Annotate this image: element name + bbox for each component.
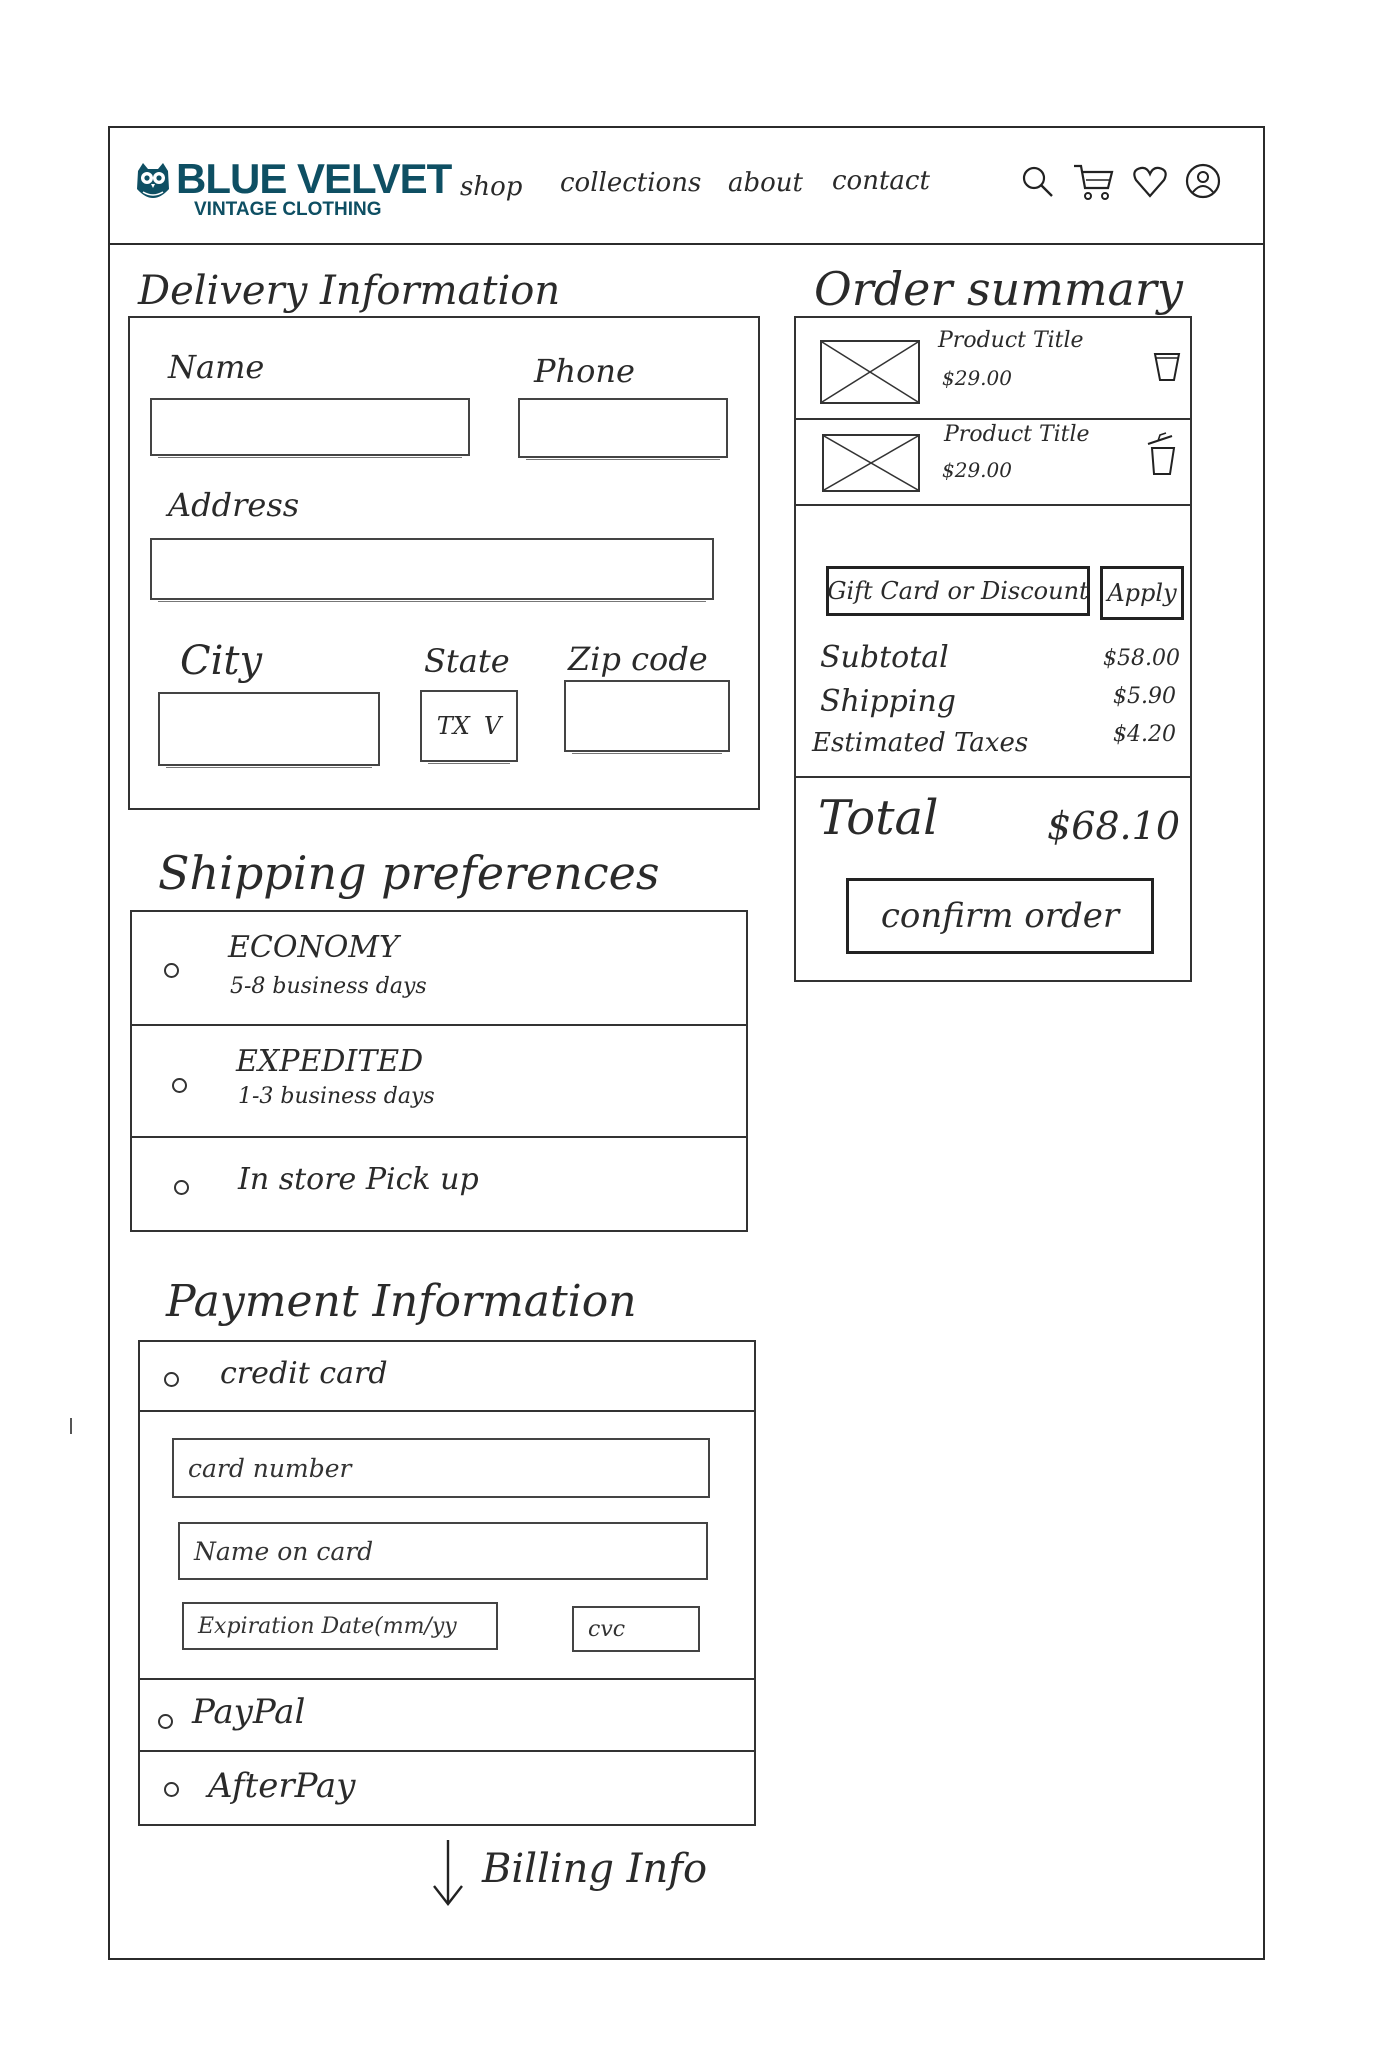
product-title: Product Title [944,422,1090,447]
trash-icon[interactable] [1152,348,1182,382]
name-label: Name [168,348,265,386]
option-title: In store Pick up [238,1162,479,1197]
state-label: State [424,642,510,680]
chevron-down-icon: V [483,712,502,740]
brand-logo[interactable] [134,155,452,223]
shipping-label: Shipping [820,684,956,719]
option-title: EXPEDITED [236,1044,424,1079]
product-image[interactable] [822,434,920,492]
account-icon[interactable] [1184,162,1222,200]
state-select[interactable] [420,690,518,762]
payment-option-paypal[interactable] [140,1680,754,1752]
shipping-option-expedited[interactable] [132,1026,746,1138]
option-detail: 1-3 business days [238,1084,435,1109]
order-summary-title: Order summary [814,262,1183,316]
stray-pencil-mark [70,1418,72,1434]
product-price: $29.00 [942,458,1012,482]
cvc-input[interactable]: cvc [572,1606,700,1652]
radio-afterpay[interactable] [164,1782,179,1797]
billing-info-link[interactable]: Billing Info [482,1846,708,1892]
nav-about[interactable]: about [728,168,803,198]
discount-code-input[interactable]: Gift Card or Discount [826,566,1090,616]
total-value: $68.10 [1047,804,1180,848]
nav-contact[interactable]: contact [832,166,930,196]
owl-logo-icon [134,161,172,203]
subtotal-value: $58.00 [1103,646,1180,671]
totals-divider [796,776,1190,778]
heart-icon[interactable] [1132,164,1168,200]
cart-item [796,318,1190,420]
trash-icon[interactable] [1142,432,1182,476]
zip-input[interactable] [564,680,730,752]
card-number-input[interactable]: card number [172,1438,710,1498]
zip-label: Zip code [568,640,708,678]
paypal-label: PayPal [192,1692,306,1732]
product-title: Product Title [938,328,1084,353]
option-title: ECONOMY [228,930,399,965]
radio-economy[interactable] [164,963,179,978]
radio-paypal[interactable] [158,1714,173,1729]
state-value: TX [436,712,470,740]
search-icon[interactable] [1020,164,1056,200]
cart-icon[interactable] [1072,162,1114,202]
radio-credit-card[interactable] [164,1372,179,1387]
header-divider [108,243,1265,245]
cart-item [796,420,1190,506]
payment-title: Payment Information [166,1276,637,1327]
credit-card-label: credit card [220,1356,388,1391]
name-input[interactable] [150,398,470,456]
shipping-title: Shipping preferences [158,846,660,900]
logo-title: BLUE VELVET [176,155,452,202]
city-input[interactable] [158,692,380,766]
delivery-title: Delivery Information [138,268,561,314]
afterpay-label: AfterPay [208,1766,356,1806]
confirm-order-button[interactable]: confirm order [846,878,1154,954]
product-price: $29.00 [942,366,1012,390]
arrow-down-icon [428,1838,468,1908]
phone-input[interactable] [518,398,728,458]
logo-subtitle: VINTAGE CLOTHING [194,199,382,220]
expiration-date-input[interactable]: Expiration Date(mm/yy [182,1602,498,1650]
nav-shop[interactable]: shop [460,172,523,202]
payment-option-credit-card[interactable] [140,1342,754,1412]
subtotal-label: Subtotal [820,640,949,675]
option-detail: 5-8 business days [230,974,427,999]
address-label: Address [168,486,300,524]
shipping-value: $5.90 [1113,684,1176,709]
product-image[interactable] [820,340,920,404]
phone-label: Phone [534,352,635,390]
nav-collections[interactable]: collections [560,168,702,198]
radio-store-pickup[interactable] [174,1180,189,1195]
shipping-option-economy[interactable] [132,912,746,1026]
payment-option-afterpay[interactable] [140,1752,754,1824]
radio-expedited[interactable] [172,1078,187,1093]
shipping-option-store-pickup[interactable] [132,1138,746,1230]
city-label: City [180,638,263,684]
estimated-taxes-value: $4.20 [1113,722,1176,747]
name-on-card-input[interactable]: Name on card [178,1522,708,1580]
estimated-taxes-label: Estimated Taxes [812,728,1029,758]
apply-button[interactable]: Apply [1100,566,1184,620]
total-label: Total [818,790,939,846]
address-input[interactable] [150,538,714,600]
